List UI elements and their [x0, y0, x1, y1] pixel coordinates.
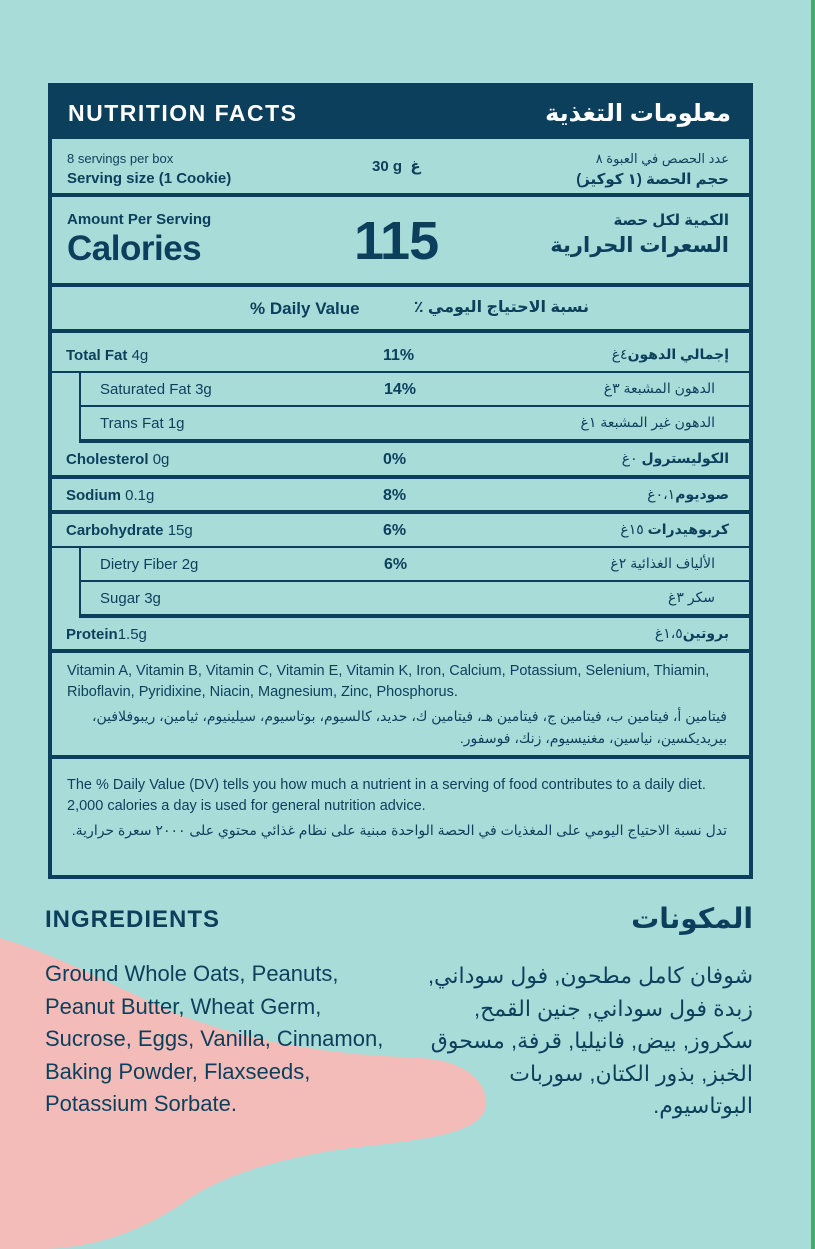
- nutrition-facts-panel: [48, 83, 753, 879]
- nutrient-percent: 11%: [383, 347, 415, 364]
- calories-label-en: Calories: [67, 229, 202, 268]
- nutrient-percent: 6%: [384, 556, 408, 573]
- nutrient-name: Sodium: [66, 487, 121, 504]
- nutrient-amount-ar: ٣غ: [668, 589, 684, 605]
- footnote-text-en: The % Daily Value (DV) tells you how much a nutrient in a serving of food contributes to a daily diet. 2,000 calories a day is used for general nutrition advice.: [67, 777, 706, 814]
- nutrient-name-ar: الدهون غير المشبعة: [600, 414, 715, 430]
- nutrient-amount: 0g: [152, 451, 170, 468]
- amount-per-serving-ar: الكمية لكل حصة: [613, 212, 729, 229]
- nutrient-amount-ar: ١،٥غ: [654, 625, 683, 641]
- nutrient-row-sodium: [52, 479, 749, 514]
- nutrient-name-ar: إجمالي الدهون: [627, 346, 729, 362]
- nutrient-amount-ar: ١غ: [580, 414, 597, 430]
- nutrient-name: Total Fat: [66, 347, 128, 364]
- nutrient-amount: 3g: [144, 590, 161, 607]
- nutrient-name: Cholesterol: [66, 451, 149, 468]
- amount-per-serving-en: Amount Per Serving: [67, 211, 212, 228]
- ingredients-text-ar: شوفان كامل مطحون, فول سوداني, زبدة فول سوداني, جنين القمح, سكروز, بيض, فانيليا, قرفة, مسحوق الخبز, بذور الكتان, سوربات البوتاسيوم.: [427, 963, 753, 1118]
- calories-value: 115: [354, 211, 439, 271]
- ingredients-title-en: INGREDIENTS: [45, 906, 221, 933]
- daily-value-header: [52, 287, 749, 333]
- nutrient-name: Carbohydrate: [66, 522, 164, 539]
- nutrient-amount-ar: ١٥غ: [620, 521, 644, 537]
- vitamins-section: [52, 653, 749, 759]
- title-en: NUTRITION FACTS: [68, 99, 298, 126]
- nutrient-name-ar: سكر: [687, 589, 715, 605]
- serving-section: [52, 139, 749, 197]
- daily-value-label-ar: نسبة الاحتياج اليومي ٪: [413, 299, 589, 316]
- nutrient-amount: 1g: [167, 415, 185, 432]
- nutrient-row-dietry-fiber: [79, 548, 749, 582]
- daily-value-label-en: % Daily Value: [250, 299, 360, 318]
- nutrient-percent: 6%: [383, 522, 407, 539]
- nutrient-amount-ar: ٤غ: [611, 346, 628, 362]
- nutrient-row-cholesterol: [52, 443, 749, 479]
- ingredients-text-en: Ground Whole Oats, Peanuts, Peanut Butter, Wheat Germ, Sucrose, Eggs, Vanilla, Cinnamon, Baking Powder, Flaxseeds, Potassium Sorbate.: [45, 961, 384, 1116]
- ingredients-title-ar: المكونات: [631, 903, 753, 934]
- nutrient-name-ar: كربوهيدرات: [647, 521, 729, 537]
- nutrient-percent: 0%: [383, 451, 407, 468]
- nutrient-amount: 15g: [167, 522, 193, 539]
- servings-per-box-ar: عدد الحصص في العبوة ٨: [595, 151, 729, 166]
- nutrient-amount: 2g: [181, 556, 199, 573]
- footnote-text-ar: تدل نسبة الاحتياج اليومي على المغذيات في الحصة الواحدة مبنية على نظام غذائي محتوي على ٢٠٠٠ سعرة حرارية.: [71, 822, 727, 838]
- nutrient-name-ar: الكوليسترول: [641, 450, 729, 466]
- nutrient-row-carbohydrate: [52, 514, 749, 548]
- nutrient-row-sugar: [79, 582, 749, 618]
- nutrient-name: Dietry Fiber: [100, 556, 178, 573]
- serving-amount: 30 g غ: [372, 158, 421, 175]
- nutrient-percent: 8%: [383, 487, 407, 504]
- serving-size-en: Serving size (1 Cookie): [67, 170, 232, 187]
- nutrient-amount: 0.1g: [125, 487, 155, 504]
- nutrient-row-saturated-fat: [79, 373, 749, 407]
- nutrient-amount-ar: ٠غ: [621, 450, 638, 466]
- calories-label-ar: السعرات الحرارية: [550, 234, 729, 257]
- nutrient-row-total-fat: [52, 339, 749, 373]
- serving-size-ar: حجم الحصة (١ كوكيز): [576, 171, 729, 188]
- nutrient-name: Sugar: [100, 590, 141, 607]
- nutrient-amount: 4g: [131, 347, 149, 364]
- vitamins-text-ar: فيتامين أ، فيتامين ب، فيتامين ج، فيتامين هـ، فيتامين ك، حديد، كالسيوم، بوتاسيوم، سيلينيوم، ثيامين، ريبوفلافين، بيريديكسين، نياسين، مغنيسيوم، زنك، فوسفور.: [92, 708, 727, 746]
- nutrient-amount-ar: ٢غ: [610, 555, 627, 571]
- nutrient-amount: 1.5g: [117, 626, 147, 643]
- panel-header: [52, 87, 749, 139]
- nutrient-percent: 14%: [384, 381, 417, 398]
- vitamins-text-en: Vitamin A, Vitamin B, Vitamin C, Vitamin E, Vitamin K, Iron, Calcium, Potassium, Selenium, Thiamin, Riboflavin, Pyridixine, Niacin, Magnesium, Zinc, Phosphorus.: [67, 663, 710, 700]
- title-ar: معلومات التغذية: [545, 99, 731, 127]
- calories-section: [52, 197, 749, 287]
- nutrient-name: Protein: [66, 626, 118, 643]
- nutrient-row-trans-fat: [79, 407, 749, 443]
- nutrient-amount: 3g: [195, 381, 212, 398]
- nutrient-name-ar: بروتين: [682, 625, 729, 641]
- nutrient-amount-ar: ٠،١غ: [647, 486, 676, 502]
- nutrient-row-protein: [52, 618, 749, 653]
- nutrient-amount-ar: ٣غ: [603, 380, 620, 396]
- footnote-section: [52, 771, 749, 875]
- nutrient-name-ar: الألياف الغذائية: [630, 555, 715, 571]
- nutrient-name-ar: صوديوم: [675, 486, 729, 502]
- nutrient-name-ar: الدهون المشبعة: [623, 380, 715, 396]
- nutrient-name: Trans Fat: [100, 415, 164, 432]
- servings-per-box-en: 8 servings per box: [67, 151, 174, 166]
- nutrient-name: Saturated Fat: [100, 381, 191, 398]
